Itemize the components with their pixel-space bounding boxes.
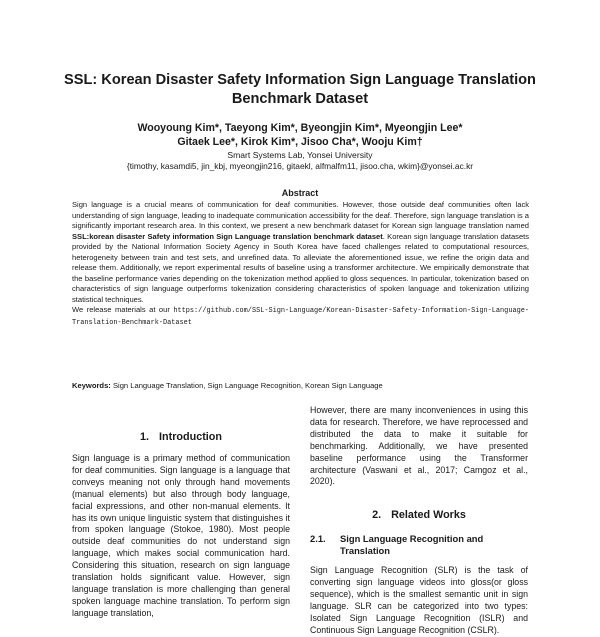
repository-link[interactable]: https://github.com/SSL-Sign-Language/Korean-Disaster-Safety-Information-Sign-Language-Translation-Benchmark-Dataset	[72, 307, 529, 327]
section-title: Introduction	[159, 431, 222, 443]
keywords-label: Keywords:	[72, 381, 111, 390]
keywords-value: Sign Language Translation, Sign Language Recognition, Korean Sign Language	[112, 381, 383, 390]
introduction-continued-paragraph: However, there are many inconveniences in using this data for research. Therefore, we have reprocessed and distributed the data to make it suitable for benchmarking. Additionally, we have presented baseline performance using the Transformer architecture (Vaswani et al., 2017; Camgoz et al., 2020).	[310, 405, 528, 487]
release-text: We release materials at our	[72, 305, 174, 314]
affiliation: Smart Systems Lab, Yonsei University	[227, 150, 373, 160]
paper-title: SSL: Korean Disaster Safety Information Sign Language Translation Benchmark Dataset	[64, 72, 536, 107]
abstract-text-2: . Korean sign language translation datasets provided by the National Information Society Agency in South Korea have faced challenges related to computational resources, heterogeneity between train and test sets, and unrefined data. To alleviate the aforementioned issue, we refine the origin data and release them. Additionally, we report experimental results of baseline using a transformer architecture. We empirically demonstrate that the baseline performance varies depending on the tokenization method applied to gloss sequences. In particular, tokenization based on characteristics of sign language outperforms tokenization considering characteristics of spoken language and tokenization utilizing statistical techniques.	[72, 231, 530, 304]
keywords	[72, 381, 529, 391]
subsection-heading-slr	[310, 533, 528, 557]
section-heading-related-works	[310, 508, 528, 522]
abstract-heading: Abstract	[281, 188, 319, 198]
section-heading-introduction	[72, 430, 290, 444]
slr-paragraph: Sign Language Recognition (SLR) is the task of converting sign language videos into gloss(or gloss sequence), which is the smallest semantic unit in sign language. SLR can be categorized into two types: Isolated Sign Language Recognition (ISLR) and Continuous Sign Language Recognition (CSLR).	[310, 565, 528, 635]
authors-line-1: Wooyoung Kim*, Taeyong Kim*, Byeongjin Kim*, Myeongjin Lee*	[137, 122, 463, 134]
dataset-name: SSL:korean disaster Safety information Sign Language translation benchmark dataset	[72, 231, 383, 241]
right-column	[310, 405, 528, 637]
authors-line-2: Gitaek Lee*, Kirok Kim*, Jisoo Cha*, Wooju Kim†	[177, 136, 423, 148]
subsection-title: Sign Language Recognition and Translation	[340, 533, 484, 557]
author-list	[60, 121, 540, 149]
author-emails: {timothy, kasamdi5, jin_kbj, myeongjin216, gitaekl, alfmalfm11, jisoo.cha, wkim}@yonsei.ac.kr	[126, 161, 474, 171]
subsection-number: 2.1.	[310, 533, 326, 545]
abstract-body	[72, 200, 529, 328]
section-number: 1.	[140, 431, 150, 443]
section-number: 2.	[372, 509, 382, 522]
introduction-paragraph: Sign language is a primary method of communication for deaf communities. Sign language is a language that conveys meaning not only through hand movements (manual elements) but also through body language, facial expressions, and other non-manual elements. It has its own unique linguistic system that distinguishes it from spoken language (Stokoe, 1980). Most people outside deaf communities do not understand sign language, which makes social communication hard. Considering this situation, research on sign language translation holds significant value. However, sign language translation is more challenging than general spoken language machine translation. To perform sign language translation,	[72, 453, 290, 618]
abstract-text-1: Sign language is a crucial means of communication for deaf communities. However, those outside deaf communities often lack understanding of sign language, leading to inadequate communication accessibility for the deaf. Therefore, sign language translation is a significantly important research area. In this context, we present a new benchmark dataset for Korean sign language translation named	[72, 200, 529, 230]
left-column	[72, 430, 290, 620]
section-title: Related Works	[391, 509, 466, 522]
